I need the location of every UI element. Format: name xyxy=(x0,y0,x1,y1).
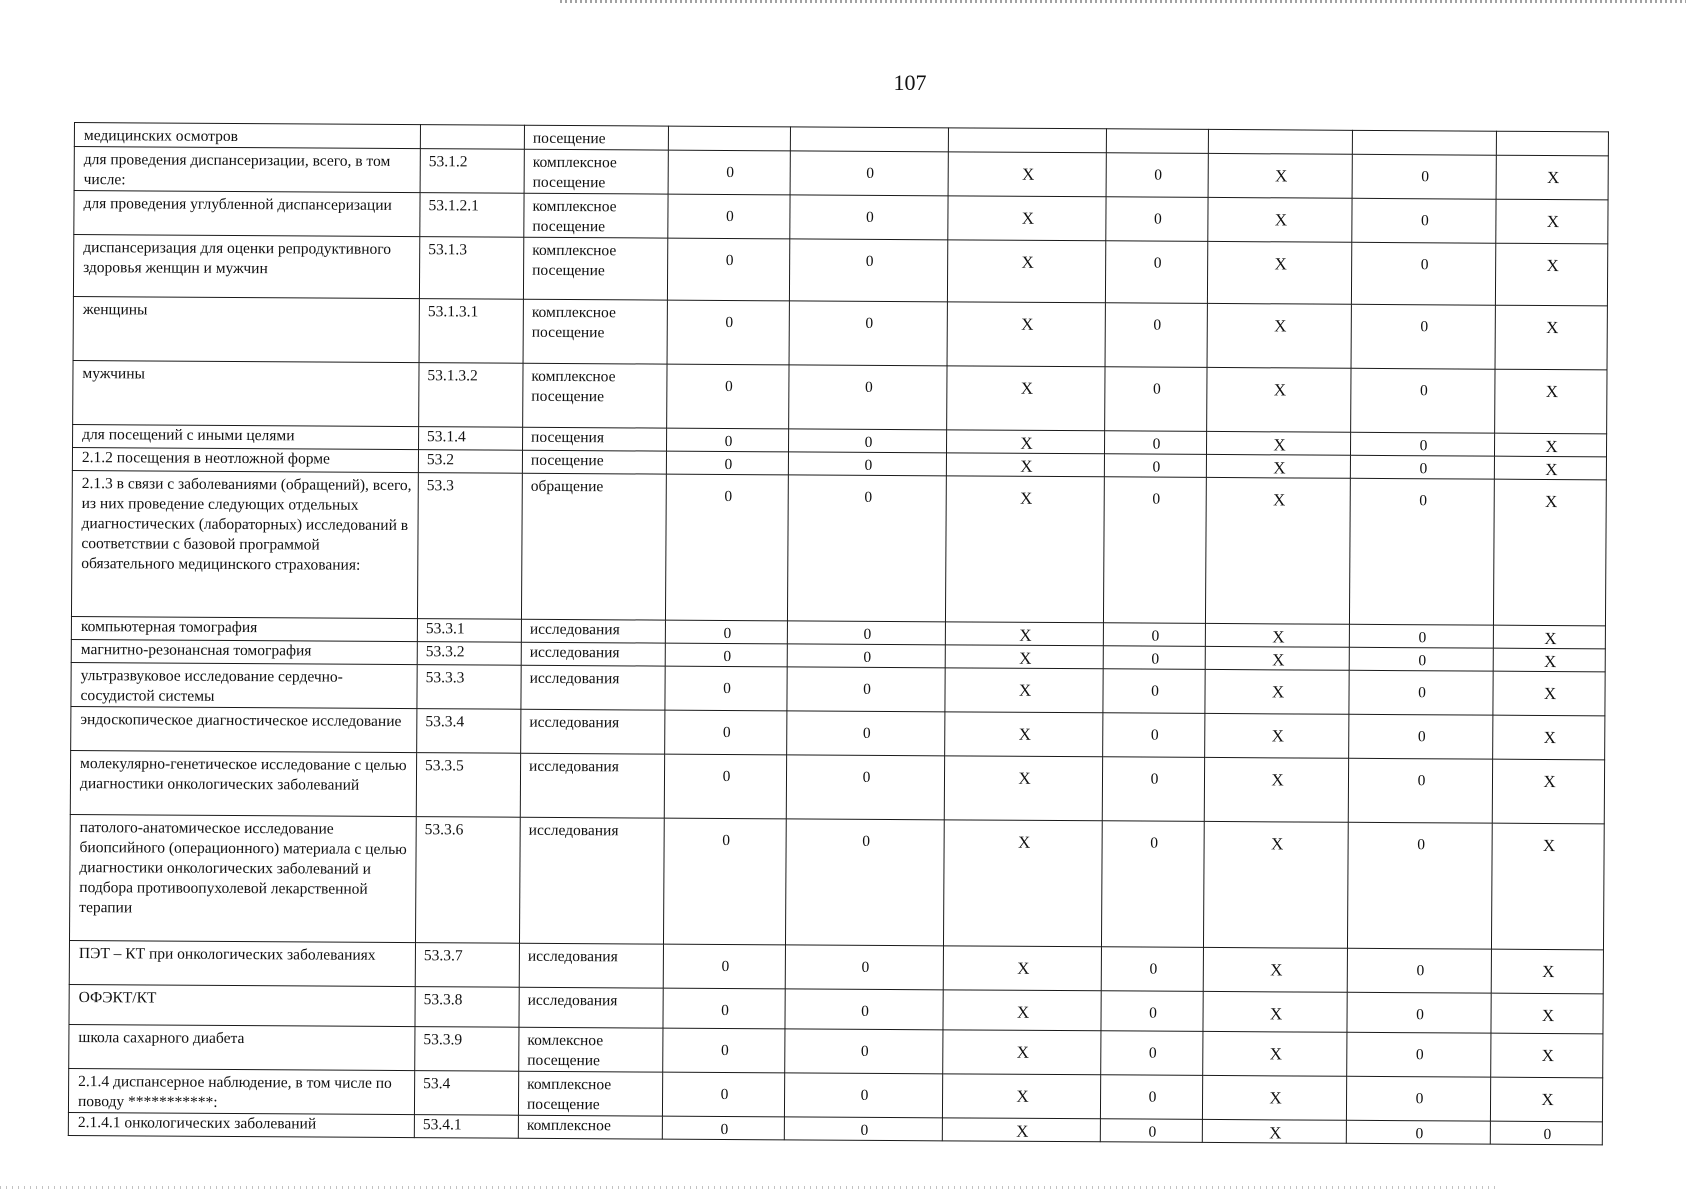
row-code-cell: 53.4.1 xyxy=(414,1115,518,1139)
value-cell: 0 xyxy=(1351,304,1495,369)
row-code-cell: 53.3.7 xyxy=(415,943,519,988)
row-code-cell: 53.1.3.2 xyxy=(419,363,523,428)
value-cell: 0 xyxy=(1101,991,1203,1032)
value-cell: Х xyxy=(1493,671,1605,716)
value-cell: 0 xyxy=(1105,303,1207,368)
value-cell: Х xyxy=(1496,155,1608,200)
value-cell: Х xyxy=(1207,303,1351,368)
row-unit-cell: посещения xyxy=(523,427,667,451)
value-cell: Х xyxy=(1203,991,1347,1032)
row-unit-cell: исследования xyxy=(519,817,664,944)
value-cell: 0 xyxy=(1103,713,1205,758)
value-cell: Х xyxy=(1494,456,1606,480)
value-cell: 0 xyxy=(1100,1119,1202,1143)
row-code-cell xyxy=(420,125,524,150)
value-cell: Х xyxy=(1207,367,1351,432)
table-row xyxy=(73,296,1607,369)
row-name-cell: 2.1.4 диспансерное наблюдение, в том числе по поводу ***********: xyxy=(68,1068,414,1114)
value-cell: 0 xyxy=(1103,646,1205,670)
value-cell: 0 xyxy=(1349,647,1493,671)
value-cell: 0 xyxy=(668,194,790,239)
row-unit-cell: комплексное посещение xyxy=(523,237,667,300)
value-cell: 0 xyxy=(1101,1031,1203,1076)
value-cell: Х xyxy=(1203,947,1347,992)
value-cell: 0 xyxy=(785,945,943,990)
row-code-cell: 53.3.9 xyxy=(415,1027,519,1072)
value-cell: 0 xyxy=(784,1073,942,1118)
row-name-cell: магнитно-резонансная томография xyxy=(71,639,417,664)
row-unit-cell: посещение xyxy=(524,125,668,150)
data-table xyxy=(68,122,1609,1145)
value-cell: 0 xyxy=(665,474,788,621)
row-code-cell: 53.3 xyxy=(417,473,522,620)
row-code-cell: 53.3.8 xyxy=(415,987,519,1028)
value-cell: 0 xyxy=(787,621,945,645)
value-cell: 0 xyxy=(1104,431,1206,455)
value-cell: Х xyxy=(1496,199,1608,244)
value-cell: Х xyxy=(1205,646,1349,670)
value-cell xyxy=(1208,129,1352,154)
document-sheet xyxy=(68,122,1608,1145)
value-cell: 0 xyxy=(1350,432,1494,456)
row-unit-cell: комплексное посещение xyxy=(518,1071,662,1116)
value-cell: Х xyxy=(943,990,1101,1031)
row-unit-cell: комплексное посещение xyxy=(524,193,668,238)
value-cell: 0 xyxy=(1347,992,1491,1033)
row-code-cell: 53.3.5 xyxy=(416,753,520,818)
value-cell: Х xyxy=(1207,241,1351,304)
value-cell: 0 xyxy=(662,1116,784,1140)
row-code-cell: 53.4 xyxy=(414,1071,518,1116)
row-name-cell: женщины xyxy=(73,296,419,362)
value-cell: 0 xyxy=(1103,623,1205,647)
value-cell: 0 xyxy=(790,151,948,196)
value-cell: Х xyxy=(1490,1077,1602,1122)
value-cell: Х xyxy=(946,430,1104,454)
table-row xyxy=(71,470,1606,625)
value-cell: 0 xyxy=(1349,478,1494,625)
value-cell: Х xyxy=(947,302,1105,367)
scan-edge-bottom xyxy=(0,1186,1500,1189)
value-cell: Х xyxy=(1202,1119,1346,1143)
row-name-cell: ПЭТ – КТ при онкологических заболеваниях xyxy=(69,940,415,986)
row-name-cell: компьютерная томография xyxy=(71,616,417,641)
value-cell: 0 xyxy=(1347,948,1491,993)
value-cell: Х xyxy=(1204,757,1348,822)
row-code-cell: 53.1.3.1 xyxy=(419,299,523,364)
value-cell: Х xyxy=(945,712,1103,757)
value-cell: Х xyxy=(946,453,1104,477)
value-cell: Х xyxy=(1203,821,1348,948)
row-name-cell: 2.1.4.1 онкологических заболеваний xyxy=(68,1112,414,1137)
value-cell: 0 xyxy=(1105,367,1207,432)
value-cell: 0 xyxy=(1105,241,1207,304)
value-cell: Х xyxy=(1495,369,1607,434)
value-cell: 0 xyxy=(787,711,945,756)
row-code-cell: 53.1.3 xyxy=(419,237,523,300)
table-row xyxy=(70,750,1604,823)
value-cell: Х xyxy=(1491,993,1603,1034)
row-name-cell: патолого-анатомическое исследование биопсийного (операционного) материала с целью диагностики онкологических заболеваний и подбора противоопухолевой лекарственной терапии xyxy=(70,814,417,942)
row-name-cell: 2.1.3 в связи с заболеваниями (обращений), всего, из них проведение следующих отдельных диагностических (лабораторных) исследований в соответствии с базовой программой обязательного медицинского страхования: xyxy=(71,470,418,618)
value-cell: Х xyxy=(1491,1033,1603,1078)
value-cell: 0 xyxy=(784,1117,942,1141)
value-cell: Х xyxy=(1203,1031,1347,1076)
value-cell: Х xyxy=(948,196,1106,241)
value-cell: 0 xyxy=(667,428,789,452)
table-row xyxy=(73,235,1607,306)
value-cell xyxy=(1106,129,1208,154)
value-cell: Х xyxy=(1491,949,1603,994)
value-cell xyxy=(948,128,1106,153)
row-name-cell: для проведения диспансеризации, всего, в том числе: xyxy=(74,147,420,193)
value-cell: 0 xyxy=(1347,822,1492,949)
value-cell: Х xyxy=(943,1030,1101,1075)
value-cell: 0 xyxy=(789,365,947,430)
row-name-cell: диспансеризация для оценки репродуктивного здоровья женщин и мужчин xyxy=(73,235,419,299)
value-cell: 0 xyxy=(663,1028,785,1073)
value-cell: 0 xyxy=(789,301,947,366)
value-cell: 0 xyxy=(1102,757,1204,822)
value-cell: 0 xyxy=(1349,714,1493,759)
value-cell xyxy=(790,127,948,152)
row-unit-cell: исследования xyxy=(521,665,665,710)
row-unit-cell: исследования xyxy=(521,619,665,643)
value-cell: Х xyxy=(1206,431,1350,455)
value-cell: 0 xyxy=(1349,624,1493,648)
value-cell: 0 xyxy=(663,944,785,989)
value-cell: Х xyxy=(1493,715,1605,760)
value-cell: 0 xyxy=(1348,758,1492,823)
value-cell: Х xyxy=(1205,623,1349,647)
row-name-cell: для посещений с иными целями xyxy=(73,424,419,449)
row-name-cell: 2.1.2 посещения в неотложной форме xyxy=(72,447,418,472)
value-cell: Х xyxy=(1492,759,1604,824)
value-cell: 0 xyxy=(1103,477,1206,624)
row-code-cell: 53.2 xyxy=(418,450,522,474)
row-code-cell: 53.3.1 xyxy=(417,619,521,643)
value-cell: 0 xyxy=(665,710,787,755)
row-code-cell: 53.3.4 xyxy=(417,709,521,754)
value-cell xyxy=(1352,130,1496,155)
value-cell: 0 xyxy=(1490,1121,1602,1145)
value-cell: 0 xyxy=(788,452,946,476)
value-cell: 0 xyxy=(786,755,944,820)
value-cell: 0 xyxy=(667,364,789,429)
value-cell: 0 xyxy=(790,195,948,240)
row-code-cell: 53.1.2 xyxy=(420,149,524,194)
value-cell: Х xyxy=(1494,433,1606,457)
row-unit-cell: посещение xyxy=(522,450,666,474)
value-cell: 0 xyxy=(1104,454,1206,478)
row-name-cell: эндоскопическое диагностическое исследование xyxy=(71,706,417,752)
value-cell: Х xyxy=(945,668,1103,713)
value-cell: Х xyxy=(1491,823,1604,950)
value-cell: 0 xyxy=(787,667,945,712)
row-name-cell: ОФЭКТ/КТ xyxy=(69,984,415,1026)
value-cell: 0 xyxy=(1350,455,1494,479)
row-code-cell: 53.1.4 xyxy=(419,427,523,451)
value-cell: 0 xyxy=(1101,821,1204,948)
row-code-cell: 53.3.3 xyxy=(417,665,521,710)
value-cell: 0 xyxy=(1346,1120,1490,1144)
value-cell: Х xyxy=(943,946,1101,991)
value-cell: 0 xyxy=(1351,242,1495,305)
value-cell: Х xyxy=(944,756,1102,821)
row-unit-cell: комлексное посещение xyxy=(519,1027,663,1072)
value-cell: Х xyxy=(942,1118,1100,1142)
row-unit-cell: комплексное посещение xyxy=(523,299,667,364)
value-cell: 0 xyxy=(1101,947,1203,992)
table-body xyxy=(68,123,1608,1145)
value-cell: 0 xyxy=(663,818,786,945)
value-cell: 0 xyxy=(1106,153,1208,198)
value-cell: 0 xyxy=(787,475,946,622)
table-row xyxy=(70,814,1605,949)
value-cell: Х xyxy=(942,1074,1100,1119)
value-cell: 0 xyxy=(665,643,787,667)
row-unit-cell: комплексное посещение xyxy=(524,149,668,194)
value-cell xyxy=(668,126,790,151)
value-cell: 0 xyxy=(1351,368,1495,433)
value-cell: 0 xyxy=(665,666,787,711)
row-name-cell: школа сахарного диабета xyxy=(69,1024,415,1070)
value-cell: Х xyxy=(1493,625,1605,649)
row-name-cell: мужчины xyxy=(73,360,419,426)
value-cell: 0 xyxy=(1352,154,1496,199)
row-code-cell: 53.3.6 xyxy=(415,817,520,944)
value-cell: Х xyxy=(1208,153,1352,198)
value-cell: 0 xyxy=(664,754,786,819)
value-cell: 0 xyxy=(1100,1075,1202,1120)
row-unit-cell: исследования xyxy=(521,709,665,754)
value-cell: 0 xyxy=(663,988,785,1029)
value-cell: 0 xyxy=(788,429,946,453)
value-cell: 0 xyxy=(665,620,787,644)
value-cell: 0 xyxy=(789,239,947,302)
value-cell xyxy=(1496,131,1608,156)
table-row xyxy=(73,360,1607,433)
value-cell: 0 xyxy=(667,300,789,365)
value-cell: Х xyxy=(1205,713,1349,758)
value-cell: Х xyxy=(1493,648,1605,672)
value-cell: Х xyxy=(1495,305,1607,370)
value-cell: Х xyxy=(1206,454,1350,478)
row-code-cell: 53.1.2.1 xyxy=(420,193,524,238)
row-unit-cell: обращение xyxy=(521,473,666,620)
value-cell: 0 xyxy=(787,644,945,668)
value-cell: Х xyxy=(945,622,1103,646)
value-cell: Х xyxy=(945,476,1104,623)
page-number: 107 xyxy=(893,70,927,95)
row-name-cell: для проведения углубленной диспансеризации xyxy=(74,191,420,237)
value-cell: 0 xyxy=(662,1072,784,1117)
row-unit-cell: комплексное xyxy=(518,1115,662,1139)
value-cell: 0 xyxy=(785,819,944,946)
value-cell: Х xyxy=(1205,477,1350,624)
value-cell: 0 xyxy=(1352,198,1496,243)
value-cell: Х xyxy=(1205,669,1349,714)
row-name-cell: медицинских осмотров xyxy=(74,123,420,149)
value-cell: Х xyxy=(943,820,1102,947)
value-cell: Х xyxy=(947,366,1105,431)
row-unit-cell: исследования xyxy=(520,753,664,818)
value-cell: 0 xyxy=(1349,670,1493,715)
value-cell: Х xyxy=(945,645,1103,669)
row-unit-cell: исследования xyxy=(521,642,665,666)
row-code-cell: 53.3.2 xyxy=(417,642,521,666)
value-cell: 0 xyxy=(1103,669,1205,714)
value-cell: 0 xyxy=(1106,197,1208,242)
row-name-cell: ультразвуковое исследование сердечно-сосудистой системы xyxy=(71,662,417,708)
value-cell: 0 xyxy=(1347,1032,1491,1077)
row-unit-cell: исследования xyxy=(519,943,663,988)
value-cell: Х xyxy=(1493,479,1606,626)
value-cell: 0 xyxy=(666,451,788,475)
row-unit-cell: комплексное посещение xyxy=(523,363,667,428)
row-unit-cell: исследования xyxy=(519,987,663,1028)
value-cell: Х xyxy=(1495,243,1607,306)
value-cell: Х xyxy=(1208,197,1352,242)
row-name-cell: молекулярно-генетическое исследование с целью диагностики онкологических заболеваний xyxy=(70,750,416,816)
value-cell: 0 xyxy=(785,989,943,1030)
value-cell: 0 xyxy=(668,150,790,195)
scan-edge-top xyxy=(560,0,1686,3)
value-cell: 0 xyxy=(785,1029,943,1074)
value-cell: Х xyxy=(1202,1075,1346,1120)
value-cell: Х xyxy=(948,152,1106,197)
value-cell: 0 xyxy=(667,238,789,301)
value-cell: Х xyxy=(947,240,1105,303)
value-cell: 0 xyxy=(1346,1076,1490,1121)
